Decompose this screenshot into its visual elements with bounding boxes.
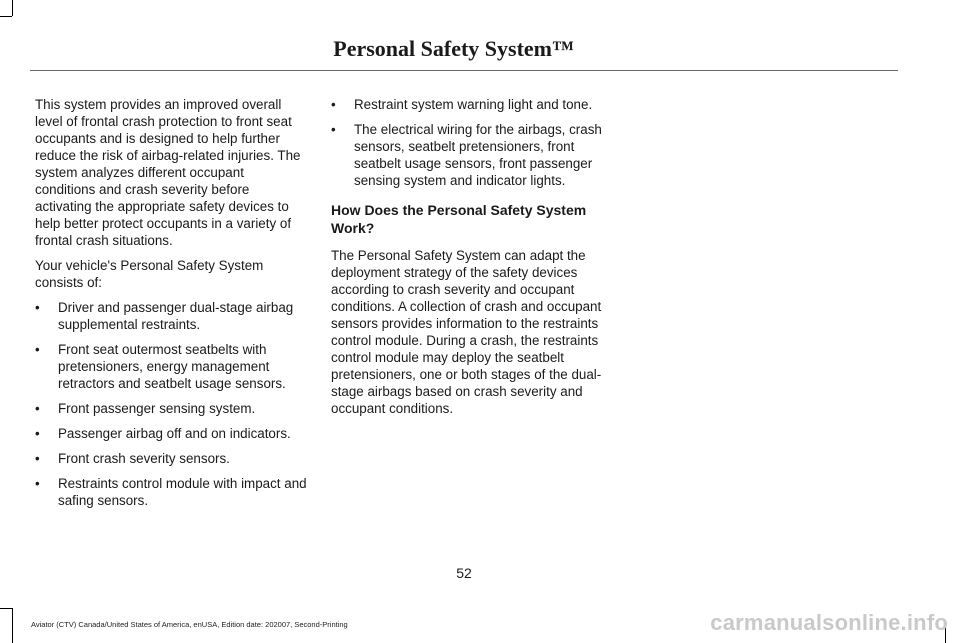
components-list-continued bbox=[331, 96, 603, 189]
bullet-glyph: • bbox=[35, 342, 40, 357]
bullet-glyph: • bbox=[331, 122, 336, 137]
list-item-text: Front passenger sensing system. bbox=[58, 401, 256, 416]
left-column bbox=[35, 96, 307, 517]
list-item bbox=[35, 341, 307, 392]
list-item bbox=[35, 400, 307, 417]
bullet-glyph: • bbox=[35, 426, 40, 441]
page-number: 52 bbox=[456, 565, 472, 581]
list-item-text: Restraints control module with impact and safing sensors. bbox=[58, 476, 307, 508]
list-item-text: Driver and passenger dual-stage airbag supplemental restraints. bbox=[58, 300, 294, 332]
bullet-glyph: • bbox=[35, 401, 40, 416]
page-title: Personal Safety System™ bbox=[333, 36, 574, 61]
list-item-text: Restraint system warning light and tone. bbox=[354, 97, 593, 112]
section-body: The Personal Safety System can adapt the deployment strategy of the safety devices according to crash severity and occupant conditions. A collection of crash and occupant sensors provides information to the restraints control module. During a crash, the restraints control module may deploy the seatbelt pretensioners, one or both stages of the dual-stage airbags based on crash severity and occupant conditions. bbox=[331, 248, 602, 416]
list-item bbox=[331, 121, 603, 189]
list-item-text: Passenger airbag off and on indicators. bbox=[58, 426, 291, 441]
list-item bbox=[35, 475, 307, 509]
crop-mark-bottom-left-vertical bbox=[12, 608, 13, 643]
consists-of-paragraph: Your vehicle's Personal Safety System consists of: bbox=[35, 258, 264, 290]
list-item-text: Front crash severity sensors. bbox=[58, 451, 230, 466]
list-item-text: The electrical wiring for the airbags, crash sensors, seatbelt pretensioners, front seatbelt usage sensors, front passenger sensing system and indicator lights. bbox=[354, 122, 602, 188]
crop-mark-top-left-vertical bbox=[12, 0, 13, 16]
crop-mark-top-left-horizontal bbox=[0, 16, 12, 17]
crop-mark-bottom-left-horizontal bbox=[0, 608, 12, 609]
bullet-glyph: • bbox=[35, 451, 40, 466]
list-item bbox=[35, 425, 307, 442]
bullet-glyph: • bbox=[35, 300, 40, 315]
watermark-text: carmanualsonline.info bbox=[710, 610, 948, 635]
list-item bbox=[331, 96, 603, 113]
list-item bbox=[35, 299, 307, 333]
right-column bbox=[331, 96, 603, 425]
list-item bbox=[35, 450, 307, 467]
bullet-glyph: • bbox=[331, 97, 336, 112]
header-divider bbox=[30, 70, 898, 71]
list-item-text: Front seat outermost seatbelts with pretensioners, energy management retractors and seatbelt usage sensors. bbox=[58, 342, 286, 391]
section-heading: How Does the Personal Safety System Work? bbox=[331, 202, 587, 236]
intro-paragraph: This system provides an improved overall level of frontal crash protection to front seat occupants and is designed to help further reduce the risk of airbag-related injuries. The system analyzes different occupant conditions and crash severity before activating the appropriate safety devices to help better protect occupants in a variety of frontal crash situations. bbox=[35, 97, 301, 248]
footer-edition-info: Aviator (CTV) Canada/United States of America, enUSA, Edition date: 202007, Second-Printing bbox=[31, 620, 348, 629]
bullet-glyph: • bbox=[35, 476, 40, 491]
components-list bbox=[35, 299, 307, 509]
